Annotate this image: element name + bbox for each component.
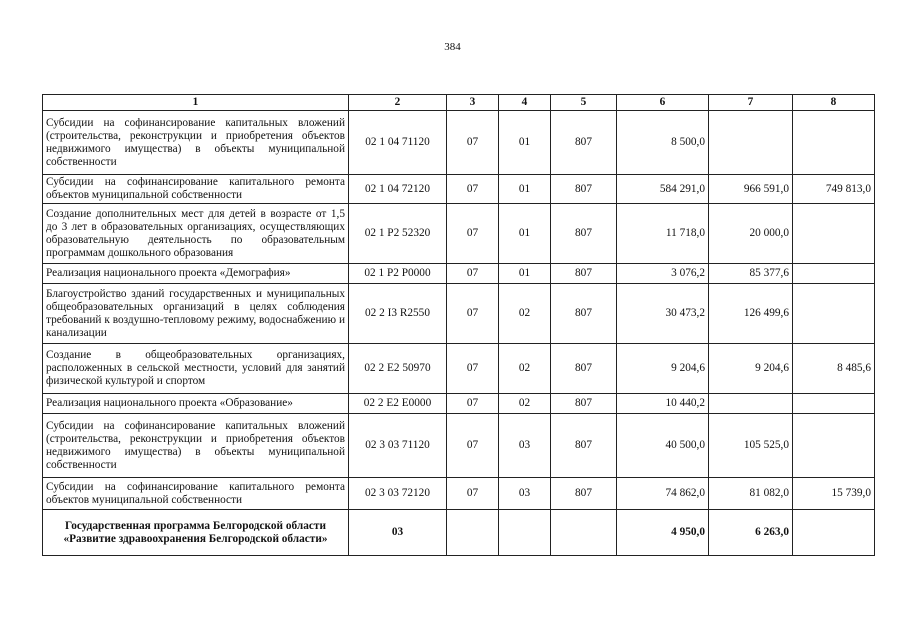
row-amount-col6: 8 500,0 [617,111,709,175]
table-row [43,111,875,175]
row-code: 02 2 I3 R2550 [349,284,447,344]
row-amount-col8: 15 739,0 [793,478,875,510]
table-body [43,111,875,556]
row-expense-type: 807 [551,414,617,478]
table-row [43,478,875,510]
row-name: Реализация национального проекта «Образование» [43,394,349,414]
row-amount-col6: 584 291,0 [617,175,709,204]
column-header-5: 5 [551,95,617,111]
row-amount-col8 [793,510,875,556]
row-code: 03 [349,510,447,556]
row-name: Государственная программа Белгородской области «Развитие здравоохранения Белгородской области» [43,510,349,556]
row-expense-type: 807 [551,394,617,414]
column-header-3: 3 [447,95,499,111]
row-section: 07 [447,284,499,344]
row-subsection: 02 [499,394,551,414]
row-subsection [499,510,551,556]
table-row [43,175,875,204]
row-subsection: 01 [499,204,551,264]
row-amount-col6: 30 473,2 [617,284,709,344]
table-row [43,394,875,414]
row-amount-col7: 9 204,6 [709,344,793,394]
row-name: Создание в общеобразовательных организациях, расположенных в сельской местности, условий для занятий физической культурой и спортом [43,344,349,394]
row-amount-col8: 749 813,0 [793,175,875,204]
row-amount-col7: 85 377,6 [709,264,793,284]
row-amount-col6: 10 440,2 [617,394,709,414]
row-name: Субсидии на софинансирование капитального ремонта объектов муниципальной собственности [43,175,349,204]
column-header-1: 1 [43,95,349,111]
table-row [43,414,875,478]
row-code: 02 3 03 72120 [349,478,447,510]
row-name: Субсидии на софинансирование капитальных вложений (строительства, реконструкции и приобретения объектов недвижимого имущества) в объекты муниципальной собственности [43,111,349,175]
row-section: 07 [447,264,499,284]
row-section: 07 [447,414,499,478]
row-amount-col8 [793,414,875,478]
row-amount-col7: 105 525,0 [709,414,793,478]
column-header-2: 2 [349,95,447,111]
row-subsection: 03 [499,414,551,478]
row-name: Реализация национального проекта «Демография» [43,264,349,284]
row-section: 07 [447,478,499,510]
row-section: 07 [447,394,499,414]
row-amount-col6: 9 204,6 [617,344,709,394]
row-amount-col8 [793,264,875,284]
row-expense-type: 807 [551,264,617,284]
row-amount-col7: 81 082,0 [709,478,793,510]
row-code: 02 1 P2 52320 [349,204,447,264]
budget-table [42,94,875,556]
column-header-8: 8 [793,95,875,111]
row-expense-type [551,510,617,556]
row-name: Благоустройство зданий государственных и муниципальных общеобразовательных организаций в целях соблюдения требований к воздушно-тепловому режиму, водоснабжению и канализации [43,284,349,344]
row-code: 02 1 04 71120 [349,111,447,175]
row-expense-type: 807 [551,111,617,175]
row-amount-col8 [793,204,875,264]
row-code: 02 1 04 72120 [349,175,447,204]
row-amount-col6: 74 862,0 [617,478,709,510]
row-subsection: 03 [499,478,551,510]
column-header-4: 4 [499,95,551,111]
row-expense-type: 807 [551,478,617,510]
row-code: 02 3 03 71120 [349,414,447,478]
row-amount-col7: 20 000,0 [709,204,793,264]
row-subsection: 01 [499,175,551,204]
row-amount-col6: 40 500,0 [617,414,709,478]
row-expense-type: 807 [551,344,617,394]
row-subsection: 01 [499,264,551,284]
row-amount-col8 [793,394,875,414]
column-header-6: 6 [617,95,709,111]
table-row [43,204,875,264]
row-expense-type: 807 [551,204,617,264]
row-expense-type: 807 [551,175,617,204]
row-section: 07 [447,344,499,394]
table-row [43,264,875,284]
table-row [43,344,875,394]
row-subsection: 01 [499,111,551,175]
row-amount-col6: 3 076,2 [617,264,709,284]
program-total-row [43,510,875,556]
row-name: Создание дополнительных мест для детей в возрасте от 1,5 до 3 лет в образовательных организациях, осуществляющих образовательную деятельность по образовательным программам дошкольного образования [43,204,349,264]
column-header-7: 7 [709,95,793,111]
row-amount-col7: 126 499,6 [709,284,793,344]
row-amount-col7 [709,394,793,414]
row-amount-col7 [709,111,793,175]
row-amount-col6: 4 950,0 [617,510,709,556]
table-row [43,284,875,344]
row-amount-col8: 8 485,6 [793,344,875,394]
row-subsection: 02 [499,284,551,344]
row-code: 02 2 E2 50970 [349,344,447,394]
row-name: Субсидии на софинансирование капитальных вложений (строительства, реконструкции и приобретения объектов недвижимого имущества) в объекты муниципальной собственности [43,414,349,478]
row-amount-col8 [793,111,875,175]
row-subsection: 02 [499,344,551,394]
row-amount-col6: 11 718,0 [617,204,709,264]
row-section [447,510,499,556]
header-row [43,95,875,111]
row-code: 02 2 E2 E0000 [349,394,447,414]
page-number: 384 [444,41,461,53]
row-code: 02 1 P2 P0000 [349,264,447,284]
row-section: 07 [447,111,499,175]
row-expense-type: 807 [551,284,617,344]
row-amount-col8 [793,284,875,344]
row-amount-col7: 6 263,0 [709,510,793,556]
row-amount-col7: 966 591,0 [709,175,793,204]
row-name: Субсидии на софинансирование капитального ремонта объектов муниципальной собственности [43,478,349,510]
row-section: 07 [447,204,499,264]
row-section: 07 [447,175,499,204]
